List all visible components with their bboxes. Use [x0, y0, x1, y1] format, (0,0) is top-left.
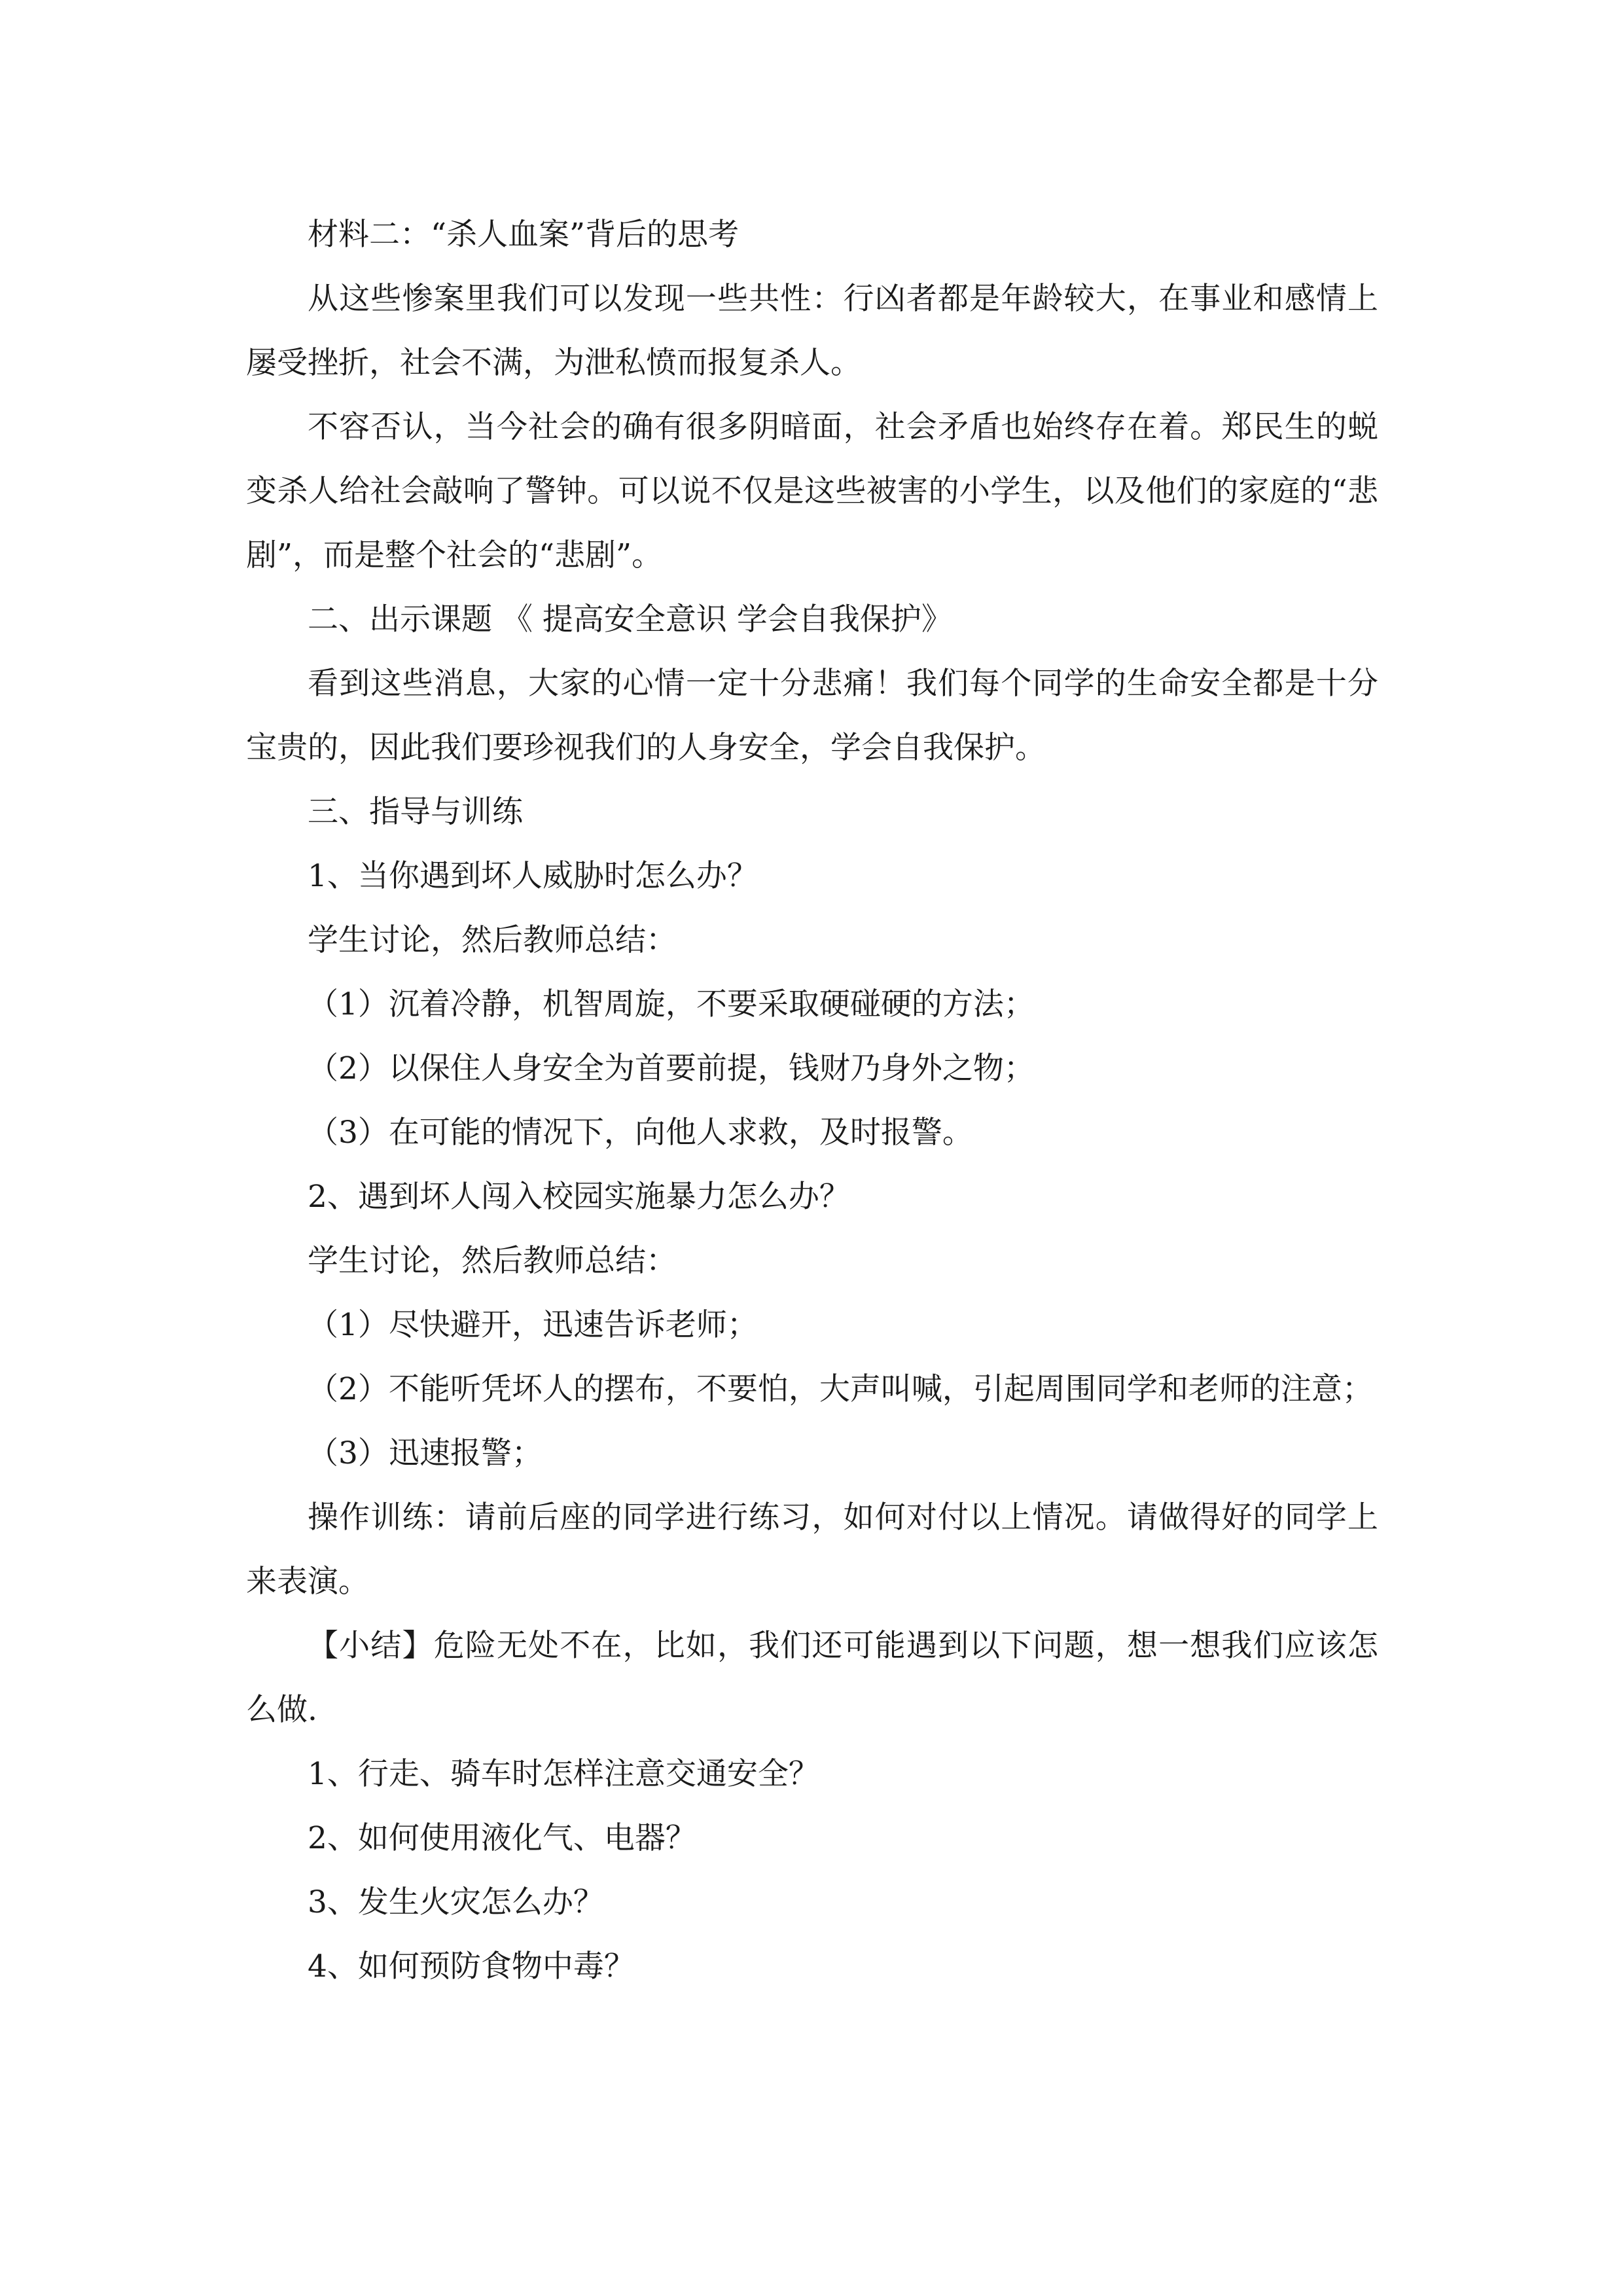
paragraph-summary: 【小结】危险无处不在，比如，我们还可能遇到以下问题，想一想我们应该怎么做.	[246, 1628, 1378, 1728]
document-body	[246, 203, 1378, 1999]
list-item: （3）迅速报警；	[308, 1435, 543, 1471]
paragraph-self-protection: 看到这些消息，大家的心情一定十分悲痛！我们每个同学的生命安全都是十分宝贵的，因此我们要珍视我们的人身安全，学会自我保护。	[246, 666, 1378, 766]
list-item: 2、如何使用液化气、电器？	[308, 1820, 696, 1856]
discussion-line-one: 学生讨论，然后教师总结：	[308, 922, 677, 958]
section-three-heading: 三、指导与训练	[308, 794, 523, 830]
paragraph-social-warning: 不容否认，当今社会的确有很多阴暗面，社会矛盾也始终存在着。郑民生的蜕变杀人给社会敲响了警钟。可以说不仅是这些被害的小学生，以及他们的家庭的“悲剧”，而是整个社会的“悲剧”。	[246, 409, 1378, 573]
list-item: （2）以保住人身安全为首要前提，钱财乃身外之物；	[308, 1050, 1035, 1086]
material-two-heading: 材料二：“杀人血案”背后的思考	[308, 217, 740, 253]
section-two-heading: 二、出示课题 《 提高安全意识 学会自我保护》	[308, 601, 952, 637]
question-two: 2、遇到坏人闯入校园实施暴力怎么办？	[308, 1179, 850, 1215]
paragraph-practice: 操作训练：请前后座的同学进行练习，如何对付以上情况。请做得好的同学上来表演。	[246, 1499, 1378, 1600]
list-item: （1）沉着冷静，机智周旋，不要采取硬碰硬的方法；	[308, 986, 1035, 1022]
list-item: （3）在可能的情况下，向他人求救，及时报警。	[308, 1115, 973, 1151]
list-item: 3、发生火灾怎么办？	[308, 1884, 604, 1920]
list-item: （1）尽快避开，迅速告诉老师；	[308, 1307, 758, 1343]
list-item: 4、如何预防食物中毒？	[308, 1948, 635, 1984]
list-item: （2）不能听凭坏人的摆布，不要怕，大声叫喊，引起周围同学和老师的注意；	[308, 1371, 1373, 1407]
question-one: 1、当你遇到坏人威胁时怎么办？	[308, 858, 758, 894]
list-item: 1、行走、骑车时怎样注意交通安全？	[308, 1756, 819, 1792]
paragraph-common-traits: 从这些惨案里我们可以发现一些共性：行凶者都是年龄较大，在事业和感情上屡受挫折，社会不满，为泄私愤而报复杀人。	[246, 281, 1378, 381]
discussion-line-two: 学生讨论，然后教师总结：	[308, 1243, 677, 1279]
